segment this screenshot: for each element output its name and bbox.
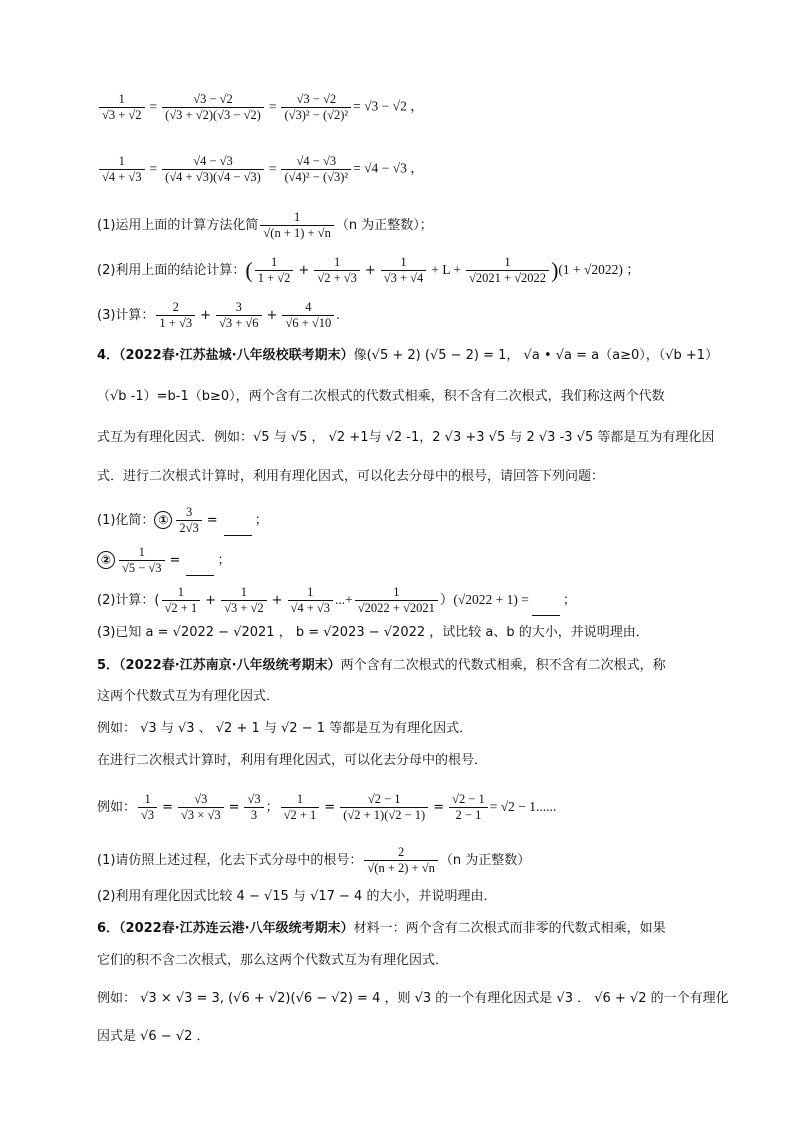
q3-part-2: (2)利用上面的结论计算：( $\frac{1}{1 + √2}$ + $\frac{1}{√2 + √3}$ + $\frac{1}{√3 + √4}$ + L + $\frac{1}{√2021 + √2022}$ )(1 + √2022) ； [97, 255, 640, 285]
q6-line-3 [97, 988, 729, 1010]
question-text: 例如： √3 与 √3 、 √2 + 1 与 √2 − 1 等都是互为有理化因式． [97, 721, 473, 736]
fraction [288, 585, 334, 616]
fraction [119, 545, 165, 576]
fraction [449, 792, 488, 823]
numerator: 1 [466, 255, 549, 271]
fraction [281, 154, 351, 185]
q6-line-4 [97, 1026, 714, 1048]
denominator: 2 − 1 [455, 808, 482, 822]
denominator: (√4)² − (√3)² [284, 170, 349, 184]
punctuation: ； [562, 593, 576, 608]
intro-equation-2: $\frac{1}{√4 + √3}$ = $\frac{√4 - √3}{(√4 + √3)(√4 - √3)}$ = $\frac{√4 - √3}{\text{(√4)² − (√3)²}}$ = √4 − √3 ， [97, 154, 714, 185]
question-text: 例如： [97, 800, 137, 815]
numerator: 1 [99, 154, 145, 170]
question-text: (2)利用上面的结论计算： [97, 263, 246, 278]
q5-part-2 [97, 886, 714, 908]
circled-number-1: ① [154, 511, 172, 529]
fraction [260, 210, 333, 241]
denominator: 2√3 [179, 521, 199, 535]
result: = √3 − √2 ， [353, 98, 424, 114]
question-header: 4．（2022春·江苏盐城·八年级校联考期末） [97, 348, 354, 363]
q4-line-4 [97, 466, 714, 488]
numerator: 1 [355, 585, 438, 601]
denominator: √2022 + √2021 [357, 601, 435, 615]
denominator: √(n + 1) + √n [263, 226, 331, 240]
question-text: 因式是 √6 − √2 ． [97, 1029, 210, 1044]
numerator: √2 − 1 [449, 792, 488, 808]
numerator: √3 − √2 [281, 92, 351, 108]
numerator: √2 − 1 [340, 792, 428, 808]
question-text: 式．进行二次根式计算时，利用有理化因式，可以化去分母中的根号，请回答下列问题： [97, 469, 605, 484]
numerator: 1 [314, 255, 360, 271]
numerator: 1 [221, 585, 267, 601]
q4-part-1-a: (1)化简： ① $\frac{3}{2√3}$ = ； [97, 505, 268, 535]
question-text: 像(√5 + 2) (√5 − 2) = 1， √a • √a = a（a≥0），（√b +1） [353, 348, 719, 363]
question-text: (1)化简： [97, 513, 155, 528]
q4-line-1 [97, 345, 719, 367]
fraction [281, 92, 351, 123]
denominator: 3 [250, 808, 258, 822]
q3-part-1 [97, 210, 714, 241]
numerator: √3 − √2 [162, 92, 264, 108]
fraction [466, 255, 549, 286]
question-text: （√b -1）=b-1（b≥0），两个含有二次根式的代数式相乘，积不含有二次根式，我们称这两个代数 [97, 389, 665, 404]
numerator: 1 [260, 210, 333, 226]
ellipsis: ...+ [335, 592, 353, 607]
denominator: (√3)² − (√2)² [284, 108, 349, 122]
q5-part-1 [97, 845, 714, 876]
numerator: √4 − √3 [162, 154, 264, 170]
fraction [281, 792, 320, 823]
numerator: √4 − √3 [281, 154, 351, 170]
q5-example: 例如： $\frac{1}{√3}$ = $\frac{√3}{√3 \times √3}$ = $\frac{√3}{3}$ ； $\frac{1}{√2 + 1}$ = $\frac{√2 - 1}{(√2 + 1)(√2 - 1)}$ = $\frac{√2 - 1}{2 - 1}$ = √2 − 1...... [97, 792, 557, 822]
numerator: 4 [282, 300, 334, 316]
denominator: √3 + √2 [224, 601, 264, 615]
q4-part-1-b: ② $\frac{1}{√5 - √3}$ = ； [97, 545, 714, 576]
denominator: √3 [141, 808, 155, 822]
denominator: √2 + √3 [317, 271, 357, 285]
q5-line-2 [97, 686, 714, 708]
q4-line-3 [97, 427, 714, 449]
denominator: √3 + √4 [383, 271, 424, 285]
q6-line-2 [97, 950, 714, 972]
fraction [162, 92, 264, 123]
punctuation: ； [265, 800, 279, 815]
q5-line-4 [97, 750, 714, 772]
fraction [221, 585, 267, 616]
denominator: (√2 + 1)(√2 − 1) [343, 808, 426, 822]
fraction [178, 792, 224, 823]
question-text: (2)计算：( [97, 593, 160, 608]
fraction [255, 255, 294, 286]
question-text: 它们的积不含二次根式，那么这两个代数式互为有理化因式． [97, 953, 449, 968]
fraction [99, 154, 145, 185]
question-text: (1 + √2022) ； [558, 262, 640, 277]
denominator: √4 + √3 [102, 170, 142, 184]
denominator: 1 + √3 [159, 316, 193, 330]
question-text: (3)计算： [97, 308, 155, 323]
punctuation: ； [254, 513, 268, 528]
numerator: 3 [216, 300, 262, 316]
question-text: 在进行二次根式计算时，利用有理化因式，可以化去分母中的根号． [97, 753, 488, 768]
fraction [162, 585, 201, 616]
question-text: (1)运用上面的计算方法化简 [97, 218, 259, 233]
denominator: √5 − √3 [122, 561, 162, 575]
question-text: 例如： √3 × √3 = 3, (√6 + √2)(√6 − √2) = 4 ，则 √3 的一个有理化因式是 √3 ． √6 + √2 的一个有理化 [97, 991, 729, 1006]
numerator: 1 [162, 585, 201, 601]
question-header: 6．（2022春·江苏连云港·八年级统考期末） [97, 921, 354, 936]
fraction [162, 154, 264, 185]
q6-line-1 [97, 918, 714, 940]
circled-number-2: ② [97, 551, 115, 569]
denominator: √2021 + √2022 [469, 271, 547, 285]
ellipsis: + L + [431, 262, 462, 277]
intro-equation-1: $\frac{1}{√3 + √2}$ = $\frac{√3 - √2}{(√3 + √2)(√3 - √2)}$ = $\frac{√3 - √2}{\text{(√3)² − (√2)²}}$ = √3 − √2 ， [97, 92, 714, 123]
denominator: √4 + √3 [290, 601, 331, 615]
answer-blank[interactable] [186, 563, 214, 576]
result: = √2 − 1...... [489, 799, 557, 814]
punctuation: ； [217, 553, 231, 568]
q5-line-3 [97, 718, 714, 740]
fraction [381, 255, 427, 286]
numerator: √3 [244, 792, 263, 808]
question-text: 这两个代数式互为有理化因式． [97, 689, 280, 704]
question-text: 式互为有理化因式．例如：√5 与 √5 ， √2 +1与 √2 -1，2 √3 +3 √5 与 2 √3 -3 √5 等都是互为有理化因 [97, 430, 715, 445]
period: . [336, 307, 340, 322]
fraction [282, 300, 334, 331]
result: = √4 − √3 ， [353, 160, 424, 176]
numerator: 2 [156, 300, 195, 316]
fraction [355, 585, 438, 616]
q4-line-2 [97, 386, 714, 408]
answer-blank[interactable] [532, 603, 560, 616]
question-text: 两个含有二次根式的代数式相乘，积不含有二次根式，称 [340, 658, 666, 673]
q4-part-3 [97, 622, 714, 644]
question-header: 5．（2022春·江苏南京·八年级统考期末） [97, 658, 341, 673]
numerator: 1 [281, 792, 320, 808]
question-text: （n 为正整数） [439, 853, 531, 868]
denominator: √2 + 1 [283, 808, 317, 822]
denominator: √3 + √2 [102, 108, 142, 122]
denominator: √6 + √10 [285, 316, 332, 330]
question-text: （n 为正整数）； [335, 218, 433, 233]
denominator: √(n + 2) + √n [367, 861, 435, 875]
denominator: (√4 + √3)(√4 − √3) [165, 170, 261, 184]
numerator: 1 [381, 255, 427, 271]
fraction [340, 792, 428, 823]
fraction [99, 92, 145, 123]
numerator: 1 [255, 255, 294, 271]
fraction [364, 845, 437, 876]
numerator: 3 [176, 505, 201, 521]
numerator: 2 [364, 845, 437, 861]
q5-line-1 [97, 655, 714, 677]
numerator: 1 [119, 545, 165, 561]
answer-blank[interactable] [224, 523, 252, 536]
numerator: 1 [288, 585, 334, 601]
numerator: 1 [99, 92, 145, 108]
numerator: 1 [138, 792, 157, 808]
fraction [244, 792, 263, 823]
denominator: √3 + √6 [219, 316, 259, 330]
q4-part-2: (2)计算：( $\frac{1}{√2 + 1}$ + $\frac{1}{√3 + √2}$ + $\frac{1}{√4 + √3}$ ...+ $\frac{1}{√2022 + √2021}$ ）(√2022 + 1) = ； [97, 585, 576, 615]
denominator: (√3 + √2)(√3 − √2) [165, 108, 261, 122]
q3-part-3: (3)计算： $\frac{2}{1 + √3}$ + $\frac{3}{√3 + √6}$ + $\frac{4}{√6 + √10}$ . [97, 300, 340, 330]
fraction [138, 792, 157, 823]
denominator: √2 + 1 [164, 601, 198, 615]
question-text: (3)已知 a = √2022 − √2021 ， b = √2023 − √2022 ，试比较 a、b 的大小，并说明理由． [97, 625, 649, 640]
fraction [176, 505, 201, 536]
question-text: (1)请仿照上述过程，化去下式分母中的根号： [97, 853, 363, 868]
fraction [216, 300, 262, 331]
denominator: 1 + √2 [257, 271, 291, 285]
numerator: √3 [178, 792, 224, 808]
question-text: (2)利用有理化因式比较 4 − √15 与 √17 − 4 的大小，并说明理由． [97, 889, 497, 904]
question-text: 材料一：两个含有二次根式而非零的代数式相乘，如果 [353, 921, 666, 936]
question-text: ）(√2022 + 1) = [439, 592, 529, 607]
fraction [314, 255, 360, 286]
denominator: √3 × √3 [181, 808, 221, 822]
fraction [156, 300, 195, 331]
